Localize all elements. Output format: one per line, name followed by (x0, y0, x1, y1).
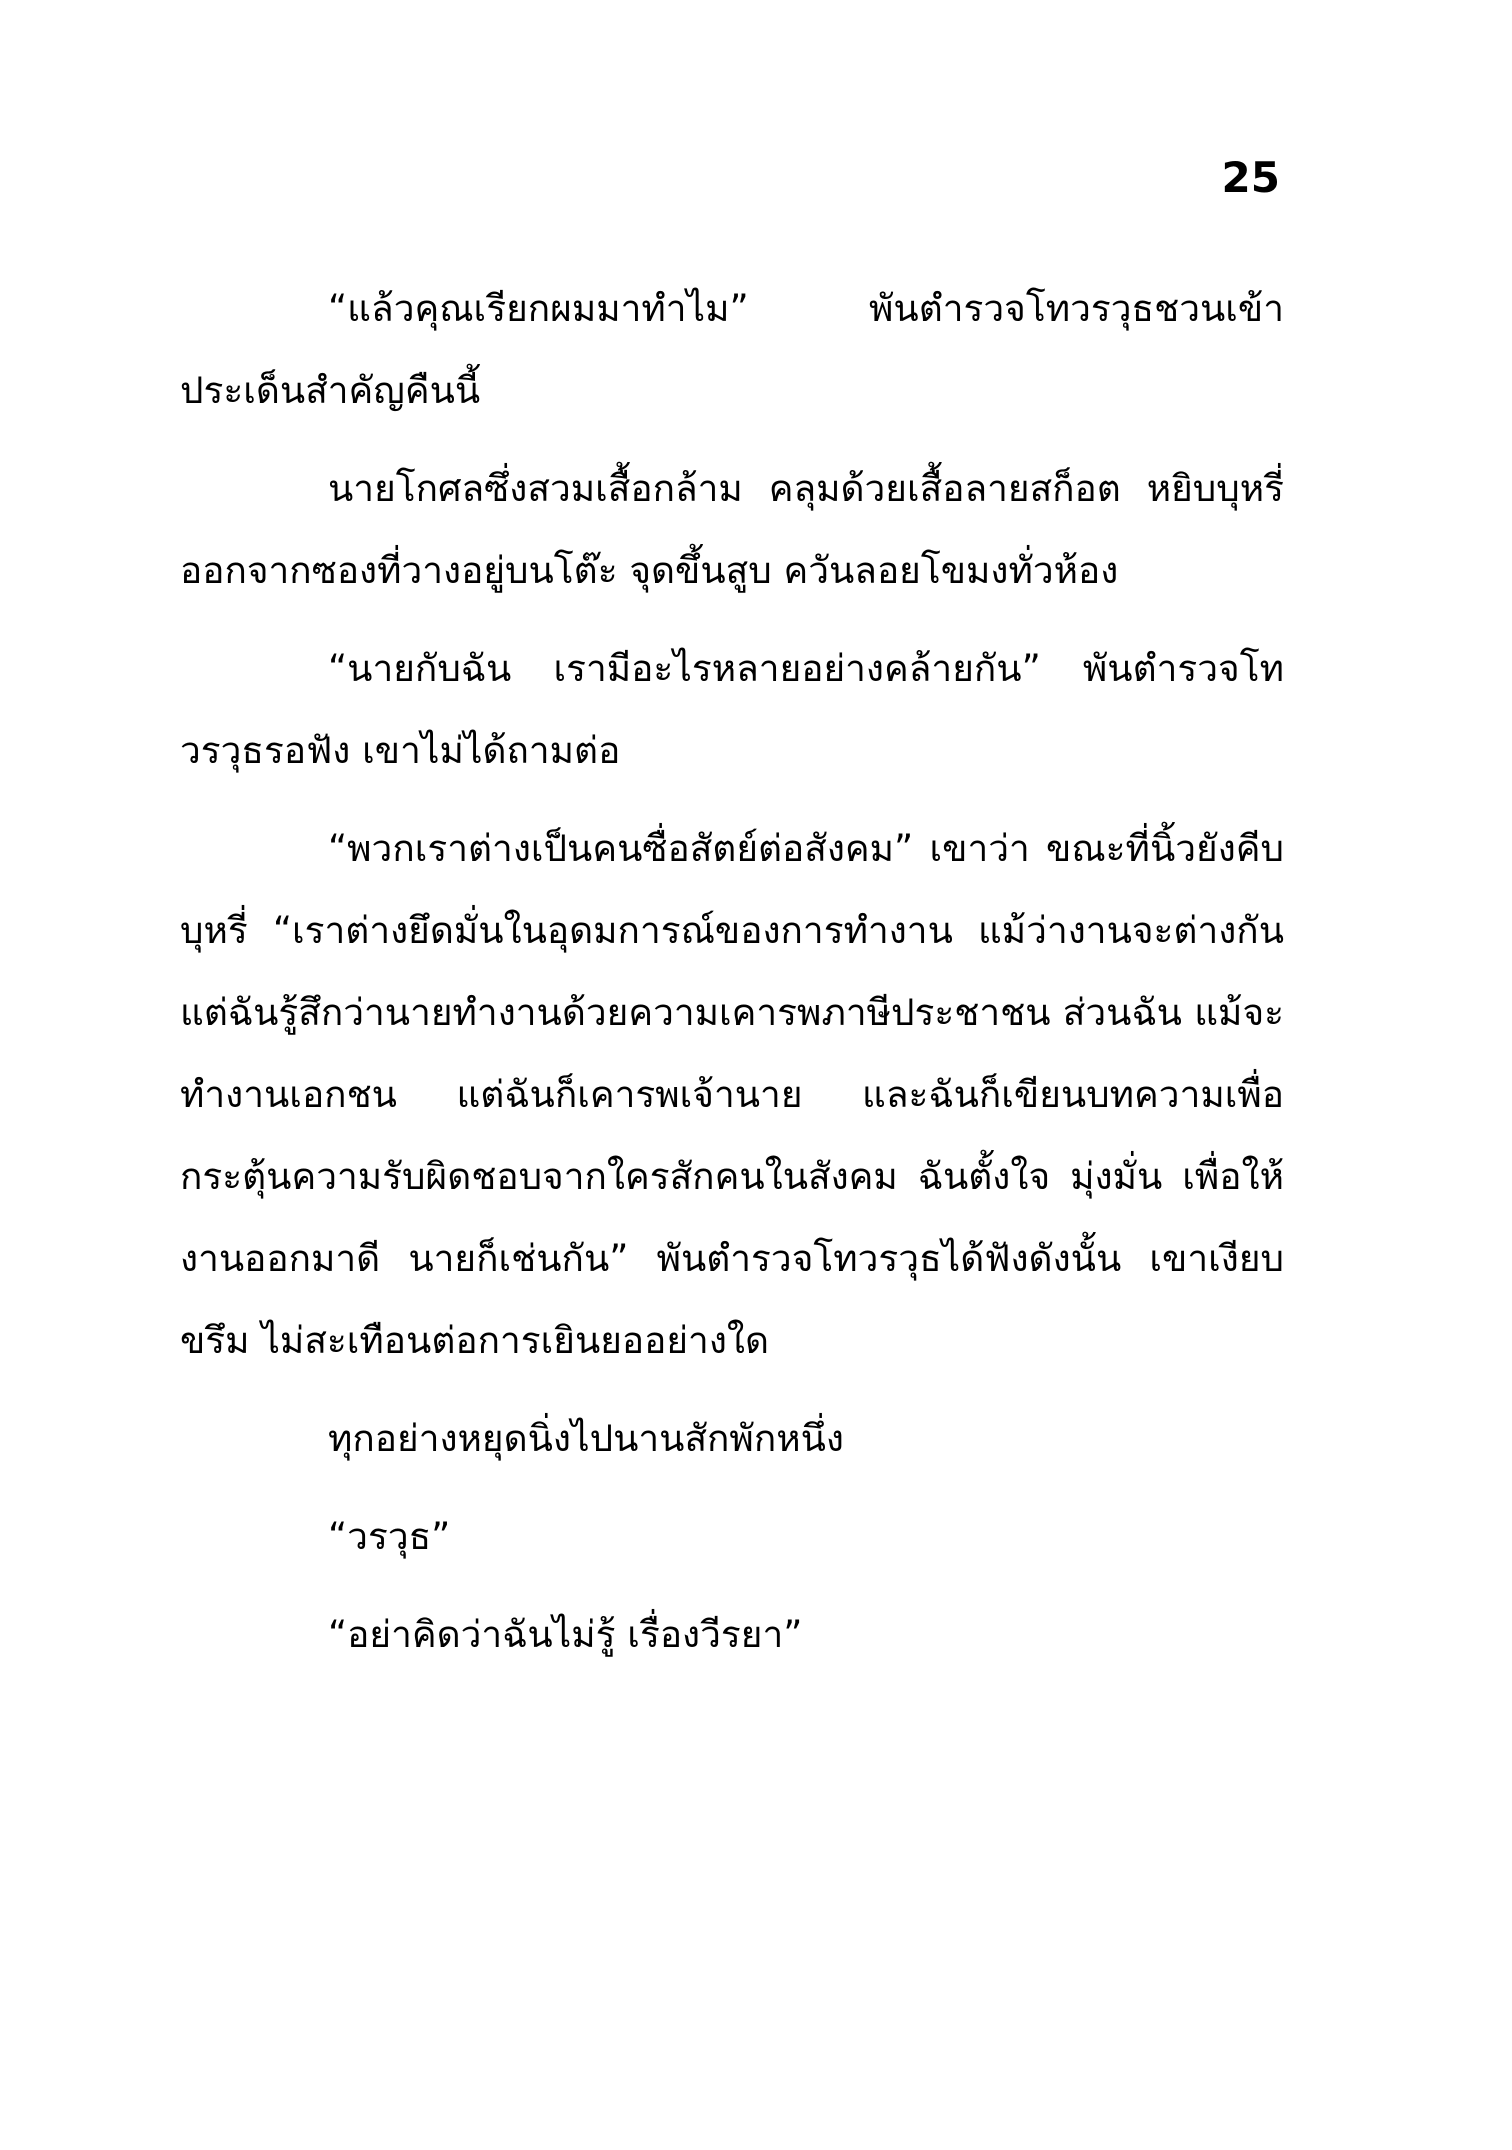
paragraph-3: “นายกับฉัน เรามีอะไรหลายอย่างคล้ายกัน” พันตำรวจโทวรวุธรอฟัง เขาไม่ได้ถามต่อ (180, 647, 1284, 772)
paragraph-7: “อย่าคิดว่าฉันไม่รู้ เรื่องวีรยา” (328, 1613, 803, 1656)
paragraph-4: “พวกเราต่างเป็นคนซื่อสัตย์ต่อสังคม” เขาว่า ขณะที่นิ้วยังคีบบุหรี่ “เราต่างยึดมั่นในอุดมการณ์ของการทำงาน แม้ว่างานจะต่างกัน แต่ฉันรู้สึกว่านายทำงานด้วยความเคารพภาษีประชาชน ส่วนฉัน แม้จะทำงานเอกชน แต่ฉันก็เคารพเจ้านาย และฉันก็เขียนบทความเพื่อกระตุ้นความรับผิดชอบจากใครสักคนในสังคม ฉันตั้งใจ มุ่งมั่น เพื่อให้งานออกมาดี นายก็เช่นกัน” พันตำรวจโทวรวุธได้ฟังดังนั้น เขาเงียบขรึม ไม่สะเทือนต่อการเยินยออย่างใด (180, 827, 1284, 1362)
paragraph-6: “วรวุธ” (328, 1515, 451, 1558)
body-text (180, 268, 1284, 1692)
paragraph-5: ทุกอย่างหยุดนิ่งไปนานสักพักหนึ่ง (328, 1417, 844, 1460)
paragraph-1: “แล้วคุณเรียกผมมาทำไม” พันตำรวจโทวรวุธชวนเข้าประเด็นสำคัญคืนนี้ (180, 287, 1284, 412)
paragraph-2: นายโกศลซึ่งสวมเสื้อกล้าม คลุมด้วยเสื้อลายสก็อต หยิบบุหรี่ออกจากซองที่วางอยู่บนโต๊ะ จุดขึ้นสูบ ควันลอยโขมงทั่วห้อง (180, 467, 1284, 592)
page-number: 25 (1221, 153, 1280, 202)
